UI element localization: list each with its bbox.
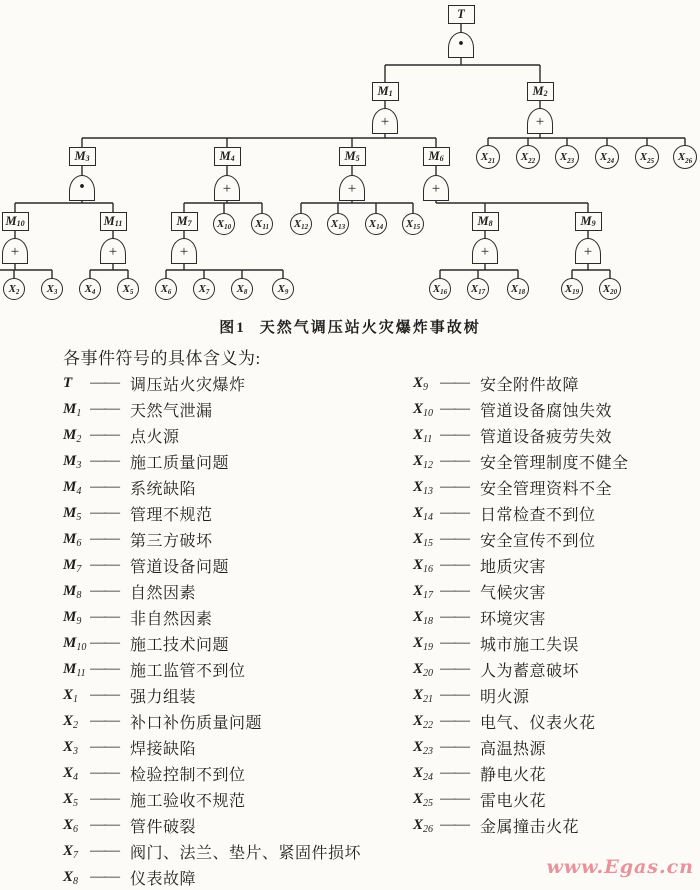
legend-item-M11	[63, 656, 361, 682]
and-gate-under-M3: ·	[69, 175, 95, 201]
event-description: 焊接缺陷	[130, 740, 197, 758]
event-description: 施工监管不到位	[130, 662, 246, 680]
event-symbol: X $_{10}$	[413, 400, 434, 419]
legend-dash: ——	[440, 686, 468, 703]
legend-item-X5	[63, 786, 361, 812]
basic-event-X21: X $_{21}$	[476, 145, 500, 169]
legend-dash: ——	[440, 530, 468, 547]
or-gate-under-M10: +	[2, 238, 28, 264]
legend-dash: ——	[440, 790, 468, 807]
legend-dash: ——	[90, 816, 118, 833]
legend-item-X21	[413, 682, 629, 708]
fault-tree-figure	[0, 0, 700, 312]
event-M9: M $_9$	[575, 212, 602, 231]
event-M4: M $_4$	[214, 147, 241, 166]
or-gate-under-M11: +	[100, 238, 126, 264]
legend-dash: ——	[90, 374, 118, 391]
figure-title: 天然气调压站火灾爆炸事故树	[259, 320, 481, 336]
event-symbol: M $_8$	[63, 582, 82, 601]
legend-item-M2	[63, 422, 361, 448]
event-M11: M $_{11}$	[100, 212, 127, 231]
event-symbol: X $_9$	[413, 374, 429, 393]
basic-event-X7: X $_7$	[193, 278, 215, 300]
legend-item-X19	[413, 630, 629, 656]
or-gate-under-M6: +	[423, 175, 449, 201]
or-gate-under-M7: +	[171, 238, 197, 264]
event-description: 施工验收不规范	[130, 792, 246, 810]
basic-event-X22: X $_{22}$	[516, 145, 540, 169]
event-symbol: M $_2$	[63, 426, 82, 445]
event-description: 点火源	[130, 428, 180, 446]
basic-event-X20: X $_{20}$	[599, 278, 621, 300]
legend-item-X24	[413, 760, 629, 786]
basic-event-X10: X $_{10}$	[213, 213, 235, 235]
legend-item-X7	[63, 838, 361, 864]
legend-item-X6	[63, 812, 361, 838]
event-description: 静电火花	[480, 766, 547, 784]
legend-item-M8	[63, 578, 361, 604]
legend-item-X2	[63, 708, 361, 734]
legend-dash: ——	[90, 738, 118, 755]
event-symbol: X $_4$	[63, 764, 79, 783]
event-symbol: X $_{26}$	[413, 816, 434, 835]
event-symbol: M $_{11}$	[63, 660, 86, 679]
event-symbol: X $_{25}$	[413, 790, 434, 809]
legend-item-X8	[63, 864, 361, 890]
legend-dash: ——	[440, 426, 468, 443]
basic-event-X15: X $_{15}$	[402, 213, 424, 235]
legend-dash: ——	[440, 582, 468, 599]
event-description: 高温热源	[480, 740, 547, 758]
event-symbol: X $_{22}$	[413, 712, 434, 731]
event-symbol: M $_7$	[63, 556, 82, 575]
legend-item-X1	[63, 682, 361, 708]
event-symbol: X $_8$	[63, 868, 79, 887]
basic-event-X19: X $_{19}$	[561, 278, 583, 300]
event-symbol: X $_{20}$	[413, 660, 434, 679]
event-symbol: X $_6$	[63, 816, 79, 835]
event-description: 安全管理制度不健全	[480, 454, 629, 472]
legend-item-X11	[413, 422, 629, 448]
legend-item-X10	[413, 396, 629, 422]
basic-event-X24: X $_{24}$	[595, 145, 619, 169]
watermark: www.Egas.cn	[546, 856, 694, 878]
legend-item-M3	[63, 448, 361, 474]
event-description: 安全附件故障	[480, 376, 580, 394]
basic-event-X9: X $_9$	[272, 278, 294, 300]
legend-dash: ——	[90, 790, 118, 807]
event-description: 金属撞击火花	[480, 818, 580, 836]
event-symbol: X $_{21}$	[413, 686, 434, 705]
event-M1: M $_1$	[372, 82, 399, 101]
event-description: 电气、仪表火花	[480, 714, 596, 732]
basic-event-X5: X $_5$	[117, 278, 139, 300]
basic-event-X14: X $_{14}$	[365, 213, 387, 235]
event-symbol: M $_{10}$	[63, 634, 87, 653]
basic-event-X8: X $_8$	[231, 278, 253, 300]
legend-item-X9	[413, 370, 629, 396]
basic-event-X18: X $_{18}$	[507, 278, 529, 300]
event-symbol: X $_{18}$	[413, 608, 434, 627]
legend-item-X15	[413, 526, 629, 552]
event-symbol: M $_5$	[63, 504, 82, 523]
basic-event-X13: X $_{13}$	[327, 213, 349, 235]
basic-event-X12: X $_{12}$	[290, 213, 312, 235]
event-description: 补口补伤质量问题	[130, 714, 263, 732]
event-description: 非自然因素	[130, 610, 213, 628]
legend-item-X18	[413, 604, 629, 630]
event-description: 雷电火花	[480, 792, 547, 810]
legend-item-M5	[63, 500, 361, 526]
legend-item-M4	[63, 474, 361, 500]
event-symbol: X $_{17}$	[413, 582, 434, 601]
legend-item-X13	[413, 474, 629, 500]
figure-caption	[0, 316, 700, 337]
legend-dash: ——	[90, 712, 118, 729]
event-description: 检验控制不到位	[130, 766, 246, 784]
basic-event-X23: X $_{23}$	[555, 145, 579, 169]
legend-dash: ——	[90, 660, 118, 677]
legend-dash: ——	[90, 608, 118, 625]
event-description: 管道设备问题	[130, 558, 230, 576]
or-gate-under-M8: +	[472, 238, 498, 264]
basic-event-X17: X $_{17}$	[467, 278, 489, 300]
event-symbol: X $_3$	[63, 738, 79, 757]
legend-dash: ——	[440, 712, 468, 729]
legend-item-M6	[63, 526, 361, 552]
legend-dash: ——	[440, 660, 468, 677]
event-description: 明火源	[480, 688, 530, 706]
event-symbol: X $_1$	[63, 686, 79, 705]
event-description: 环境灾害	[480, 610, 547, 628]
legend-dash: ——	[440, 452, 468, 469]
event-description: 仪表故障	[130, 870, 197, 888]
event-M7: M $_7$	[171, 212, 198, 231]
legend-dash: ——	[440, 504, 468, 521]
event-description: 地质灾害	[480, 558, 547, 576]
legend-dash: ——	[90, 426, 118, 443]
event-description: 管道设备腐蚀失效	[480, 402, 613, 420]
event-description: 城市施工失误	[480, 636, 580, 654]
event-description: 气候灾害	[480, 584, 547, 602]
legend-item-X4	[63, 760, 361, 786]
legend-dash: ——	[440, 816, 468, 833]
legend-right-column	[413, 370, 629, 838]
legend-item-T	[63, 370, 361, 396]
event-M3: M $_3$	[69, 147, 96, 166]
and-gate-under-T: ·	[448, 32, 474, 58]
legend-dash: ——	[440, 764, 468, 781]
legend-dash: ——	[90, 478, 118, 495]
event-M6: M $_6$	[423, 147, 450, 166]
legend-item-X26	[413, 812, 629, 838]
event-description: 安全宣传不到位	[480, 532, 596, 550]
event-symbol: M $_3$	[63, 452, 82, 471]
event-M8: M $_8$	[472, 212, 499, 231]
legend-intro: 各事件符号的具体含义为:	[63, 349, 261, 368]
or-gate-under-M4: +	[214, 175, 240, 201]
event-description: 管件破裂	[130, 818, 197, 836]
legend-item-X17	[413, 578, 629, 604]
legend-dash: ——	[440, 738, 468, 755]
event-description: 施工质量问题	[130, 454, 230, 472]
basic-event-X6: X $_6$	[155, 278, 177, 300]
event-description: 系统缺陷	[130, 480, 197, 498]
event-description: 安全管理资料不全	[480, 480, 613, 498]
legend-item-M10	[63, 630, 361, 656]
event-symbol: X $_{19}$	[413, 634, 434, 653]
or-gate-under-M2: +	[527, 108, 553, 134]
legend-item-X23	[413, 734, 629, 760]
legend-item-X3	[63, 734, 361, 760]
legend-dash: ——	[90, 400, 118, 417]
event-symbol: T	[63, 374, 73, 391]
event-symbol: X $_7$	[63, 842, 79, 861]
legend-dash: ——	[90, 582, 118, 599]
event-symbol: M $_1$	[63, 400, 82, 419]
event-T: T	[448, 5, 475, 24]
event-symbol: M $_9$	[63, 608, 82, 627]
event-description: 管理不规范	[130, 506, 213, 524]
event-description: 第三方破坏	[130, 532, 213, 550]
legend-dash: ——	[90, 868, 118, 885]
event-M10: M $_{10}$	[2, 212, 29, 231]
event-description: 人为蓄意破坏	[480, 662, 580, 680]
event-description: 调压站火灾爆炸	[130, 376, 246, 394]
basic-event-X4: X $_4$	[79, 278, 101, 300]
basic-event-X16: X $_{16}$	[429, 278, 451, 300]
event-description: 天然气泄漏	[130, 402, 213, 420]
legend-dash: ——	[90, 634, 118, 651]
or-gate-under-M1: +	[372, 108, 398, 134]
legend-left-column	[63, 370, 361, 890]
legend-item-M9	[63, 604, 361, 630]
event-symbol: X $_2$	[63, 712, 79, 731]
legend-item-M1	[63, 396, 361, 422]
event-M2: M $_2$	[527, 82, 554, 101]
event-description: 阀门、法兰、垫片、紧固件损坏	[130, 844, 362, 862]
event-symbol: X $_{12}$	[413, 452, 434, 471]
legend-dash: ——	[90, 764, 118, 781]
legend-dash: ——	[90, 530, 118, 547]
event-description: 施工技术问题	[130, 636, 230, 654]
event-symbol: X $_{24}$	[413, 764, 434, 783]
legend-dash: ——	[90, 686, 118, 703]
legend-dash: ——	[440, 400, 468, 417]
legend-dash: ——	[90, 452, 118, 469]
basic-event-X25: X $_{25}$	[635, 145, 659, 169]
event-symbol: X $_{15}$	[413, 530, 434, 549]
legend-item-X20	[413, 656, 629, 682]
event-symbol: X $_{11}$	[413, 426, 433, 445]
legend-item-X16	[413, 552, 629, 578]
basic-event-X3: X $_3$	[41, 278, 63, 300]
event-symbol: X $_{13}$	[413, 478, 434, 497]
legend-dash: ——	[440, 556, 468, 573]
event-description: 自然因素	[130, 584, 197, 602]
legend-dash: ——	[440, 608, 468, 625]
basic-event-X26: X $_{26}$	[673, 145, 697, 169]
legend-dash: ——	[90, 842, 118, 859]
legend-dash: ——	[440, 634, 468, 651]
legend-item-X22	[413, 708, 629, 734]
basic-event-X2: X $_2$	[3, 278, 25, 300]
legend-item-X14	[413, 500, 629, 526]
or-gate-under-M5: +	[339, 175, 365, 201]
or-gate-under-M9: +	[575, 238, 601, 264]
event-description: 管道设备疲劳失效	[480, 428, 613, 446]
event-symbol: M $_4$	[63, 478, 82, 497]
basic-event-X11: X $_{11}$	[251, 213, 273, 235]
legend-item-X12	[413, 448, 629, 474]
event-symbol: M $_6$	[63, 530, 82, 549]
legend-dash: ——	[90, 556, 118, 573]
event-M5: M $_5$	[339, 147, 366, 166]
legend-dash: ——	[90, 504, 118, 521]
figure-number: 图1	[219, 320, 246, 336]
event-description: 日常检查不到位	[480, 506, 596, 524]
legend-dash: ——	[440, 478, 468, 495]
event-symbol: X $_5$	[63, 790, 79, 809]
event-description: 强力组装	[130, 688, 197, 706]
legend-dash: ——	[440, 374, 468, 391]
event-symbol: X $_{14}$	[413, 504, 434, 523]
event-symbol: X $_{16}$	[413, 556, 434, 575]
legend-item-X25	[413, 786, 629, 812]
event-symbol: X $_{23}$	[413, 738, 434, 757]
legend-item-M7	[63, 552, 361, 578]
